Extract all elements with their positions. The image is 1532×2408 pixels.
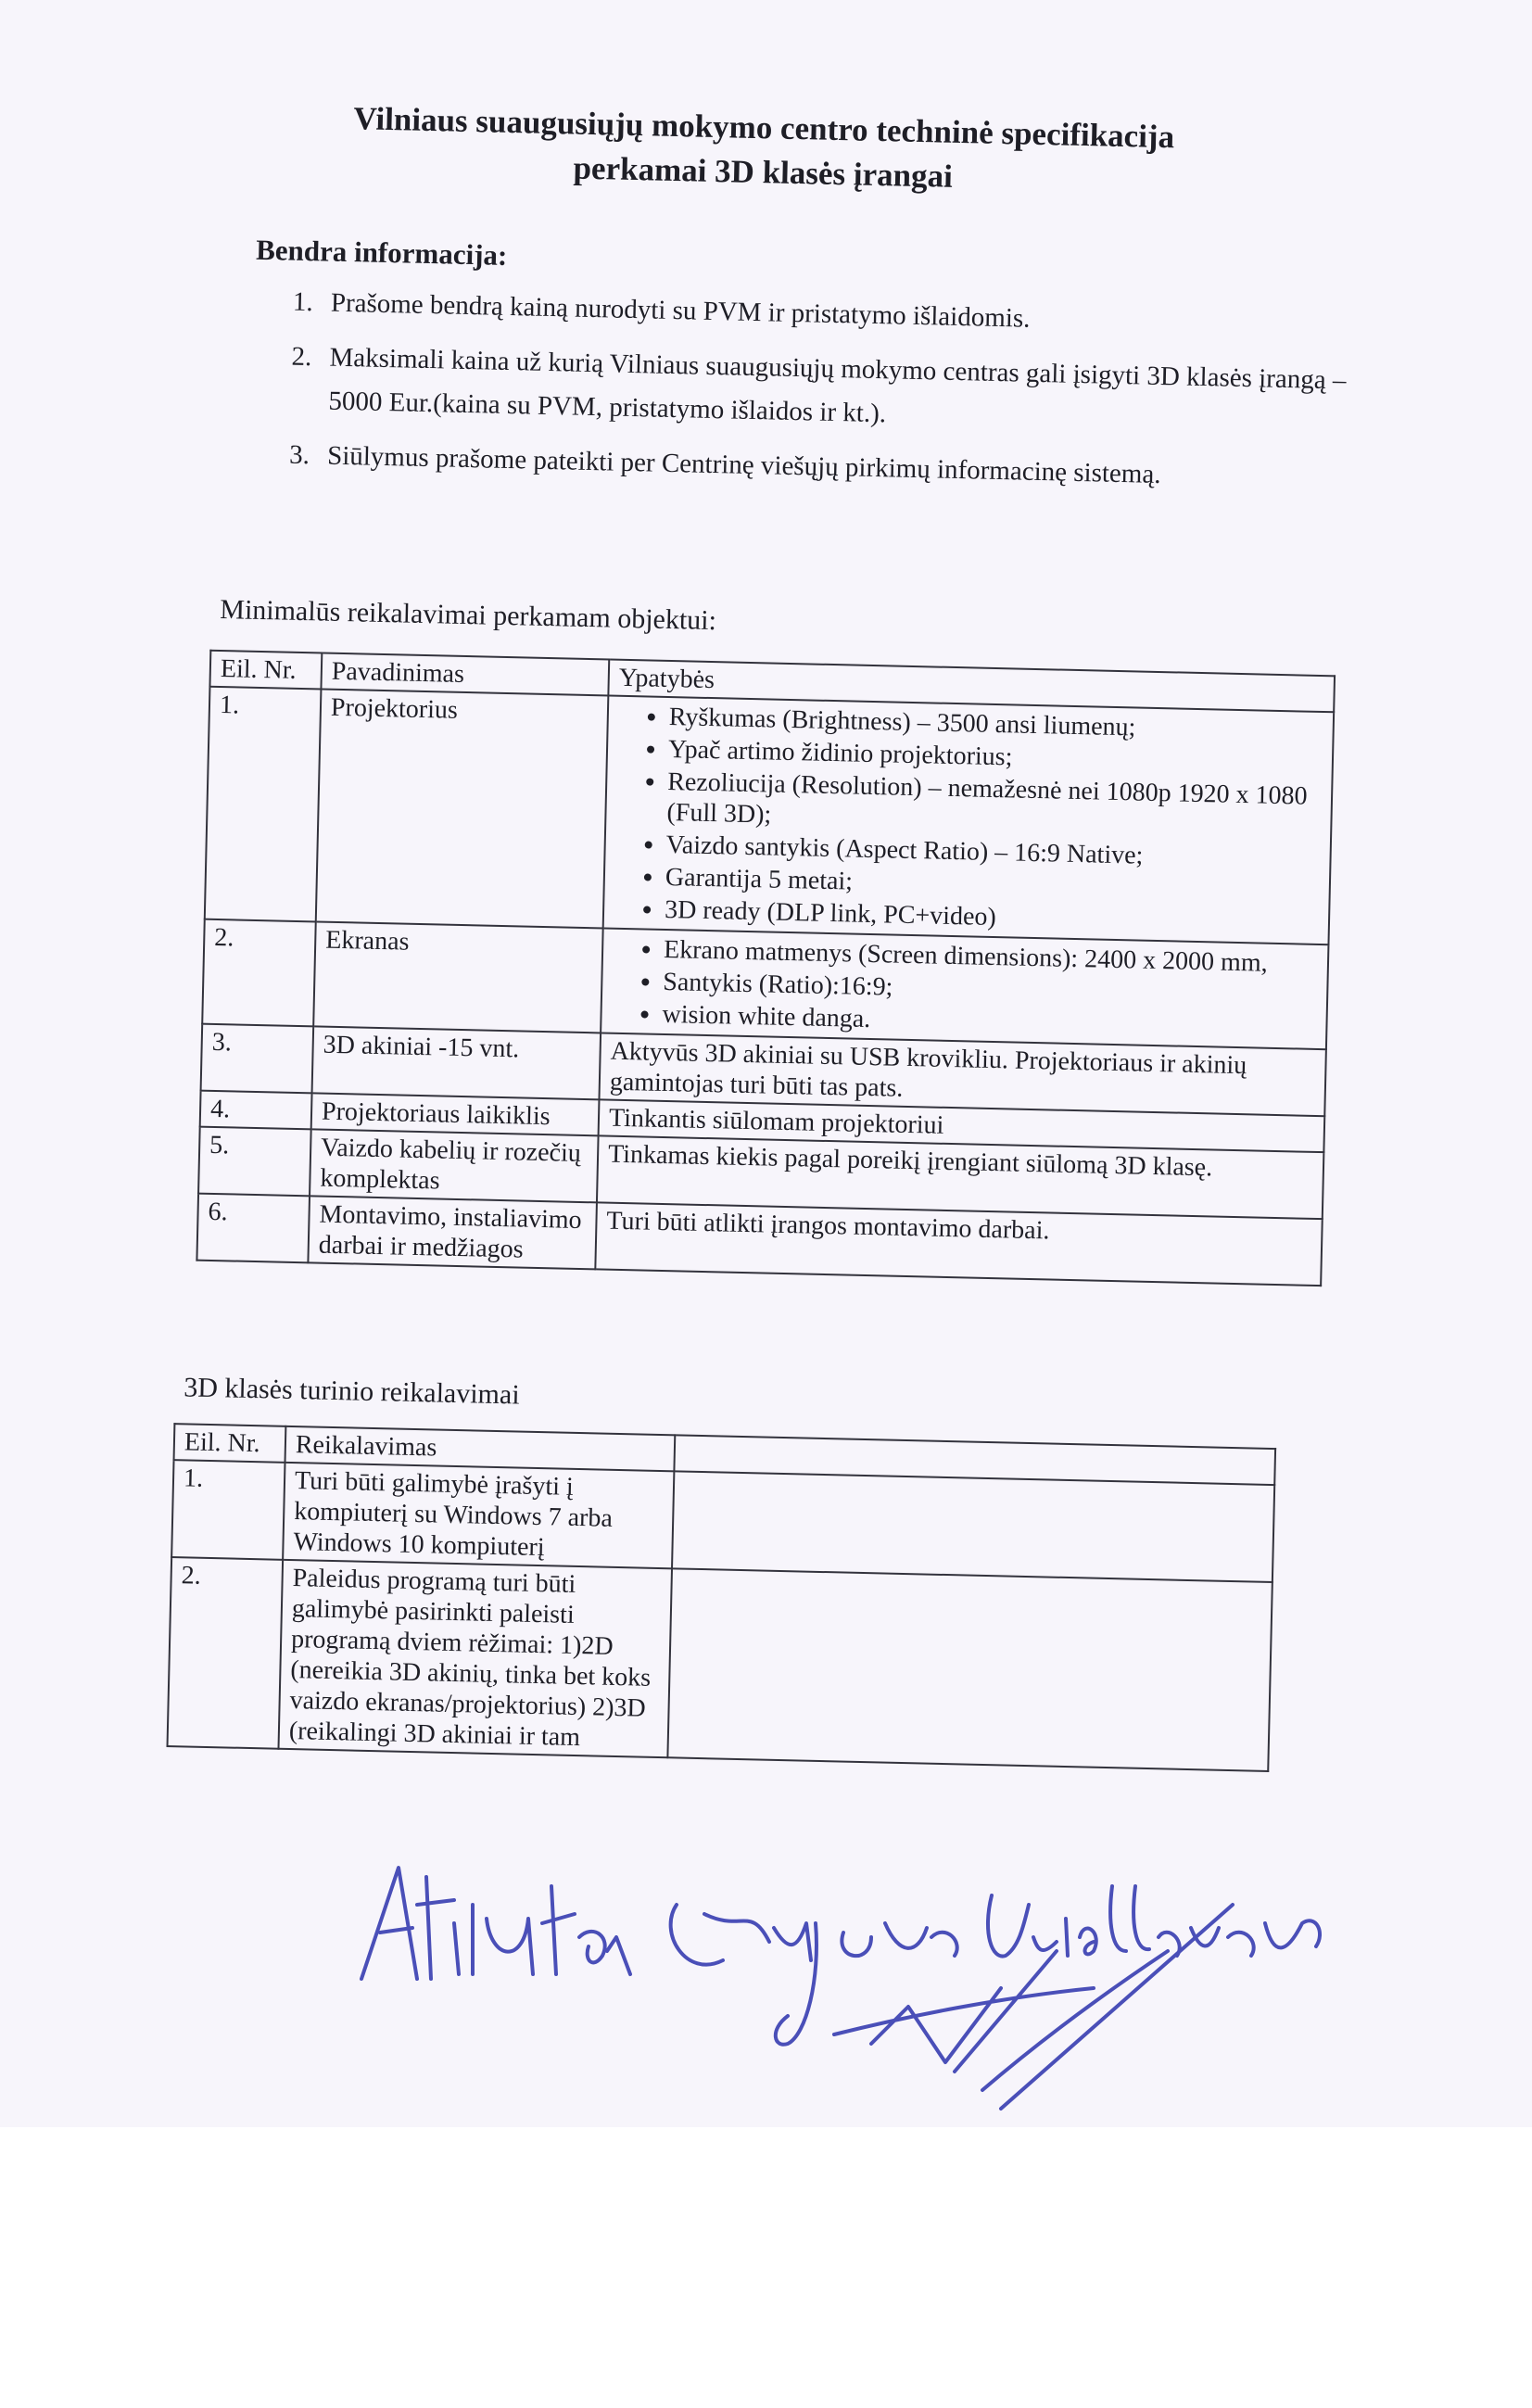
feature-item: • Ekrano matmenys (Screen dimensions): 2400 x 2000 mm,: [664, 934, 1319, 980]
info-item-1: 1. Prašome bendrą kainą nurodyti su PVM ir pristatymo išlaidomis.: [319, 281, 1358, 348]
column-header-requirement: Reikalavimas: [285, 1426, 675, 1472]
row-nr: 5.: [198, 1127, 311, 1197]
row-nr: 1.: [205, 687, 322, 922]
document-body: [140, 93, 1372, 2139]
feature-item: • Ypač artimo židinio projektorius;: [668, 734, 1323, 779]
row-nr: 2.: [202, 919, 316, 1027]
row-name: 3D akiniai -15 vnt.: [312, 1026, 601, 1099]
feature-item: • Rezoliucija (Resolution) – nemažesnė nei 1080p 1920 x 1080 (Full 3D);: [666, 767, 1322, 843]
row-nr: 3.: [201, 1024, 314, 1094]
requirements-heading: Minimalūs reikalavimai perkamam objektui:: [219, 593, 717, 637]
column-header-features: Ypatybės: [608, 660, 1335, 713]
content-requirements-table: [166, 1423, 1276, 1772]
row-features: [603, 696, 1334, 945]
row-nr: 6.: [196, 1194, 310, 1263]
row-nr: 2.: [168, 1557, 284, 1749]
document-title: [184, 93, 1344, 208]
table-row: [205, 687, 1334, 944]
feature-list: [614, 701, 1323, 940]
row-empty-cell: [672, 1471, 1274, 1582]
content-requirements-heading: 3D klasės turinio reikalavimai: [183, 1372, 520, 1411]
row-name: Montavimo, instaliavimo darbai ir medžiagos: [308, 1196, 597, 1269]
info-item-2: 2. Maksimali kaina už kurią Vilniaus suaugusiųjų mokymo centras gali įsigyti 3D klasės įrangą – 5000 Eur.(kaina su PVM, pristatymo išlaidos ir kt.).: [317, 336, 1357, 446]
row-text: Turi būti atlikti įrangos montavimo darbai.: [595, 1202, 1322, 1286]
row-requirement: Turi būti galimybė įrašyti į kompiuterį su Windows 7 arba Windows 10 kompiuterį: [283, 1463, 674, 1569]
column-header-nr: Eil. Nr.: [209, 651, 322, 690]
general-info-heading: Bendra informacija:: [255, 233, 508, 272]
feature-item: • Ryškumas (Brightness) – 3500 ansi liumenų;: [668, 702, 1323, 747]
feature-item: • Santykis (Ratio):16:9;: [663, 967, 1318, 1012]
column-header-name: Pavadinimas: [321, 653, 609, 695]
row-nr: 1.: [171, 1460, 285, 1560]
feature-item: • Vaizdo santykis (Aspect Ratio) – 16:9 Native;: [665, 830, 1321, 875]
row-name: Ekranas: [313, 921, 602, 1033]
handwritten-signature: [352, 1849, 1390, 2127]
feature-item: • wision white danga.: [662, 999, 1317, 1045]
column-header-nr: Eil. Nr.: [174, 1424, 286, 1463]
row-name: Vaizdo kabelių ir rozečių komplektas: [310, 1129, 599, 1202]
table-row: [168, 1557, 1272, 1771]
row-text: Tinkamas kiekis pagal poreikį įrengiant siūlomą 3D klasę.: [597, 1135, 1323, 1219]
row-name: Projektorius: [316, 689, 609, 928]
title-line-1: Vilniaus suaugusiųjų mokymo centro techninė specifikacija: [353, 100, 1175, 156]
row-features: [601, 928, 1328, 1049]
general-info-list: [260, 280, 1358, 513]
row-name: Projektoriaus laikiklis: [311, 1093, 600, 1135]
row-nr: 4.: [200, 1091, 312, 1130]
feature-item: • Garantija 5 metai;: [665, 862, 1321, 907]
info-item-3: 3. Siūlymus prašome pateikti per Centrinę viešųjų pirkimų informacinę sistemą.: [316, 434, 1355, 501]
feature-item: • 3D ready (DLP link, PC+video): [665, 894, 1320, 940]
row-empty-cell: [667, 1568, 1272, 1771]
title-line-2: perkamai 3D klasės įrangai: [573, 149, 954, 195]
feature-list: [611, 933, 1318, 1045]
row-requirement: Paleidus programą turi būti galimybė pasirinkti paleisti programą dviem rėžimai: 1)2D (nereikia 3D akinių, tinka bet koks vaizdo ekranas/projektorius) 2)3D (reikalingi 3D akiniai ir tam: [278, 1560, 672, 1757]
requirements-table: [196, 650, 1336, 1286]
row-text: Tinkantis siūlomam projektoriui: [599, 1099, 1325, 1152]
row-text: Aktyvūs 3D akiniai su USB krovikliu. Projektoriaus ir akinių gamintojas turi būti tas pats.: [599, 1033, 1325, 1116]
